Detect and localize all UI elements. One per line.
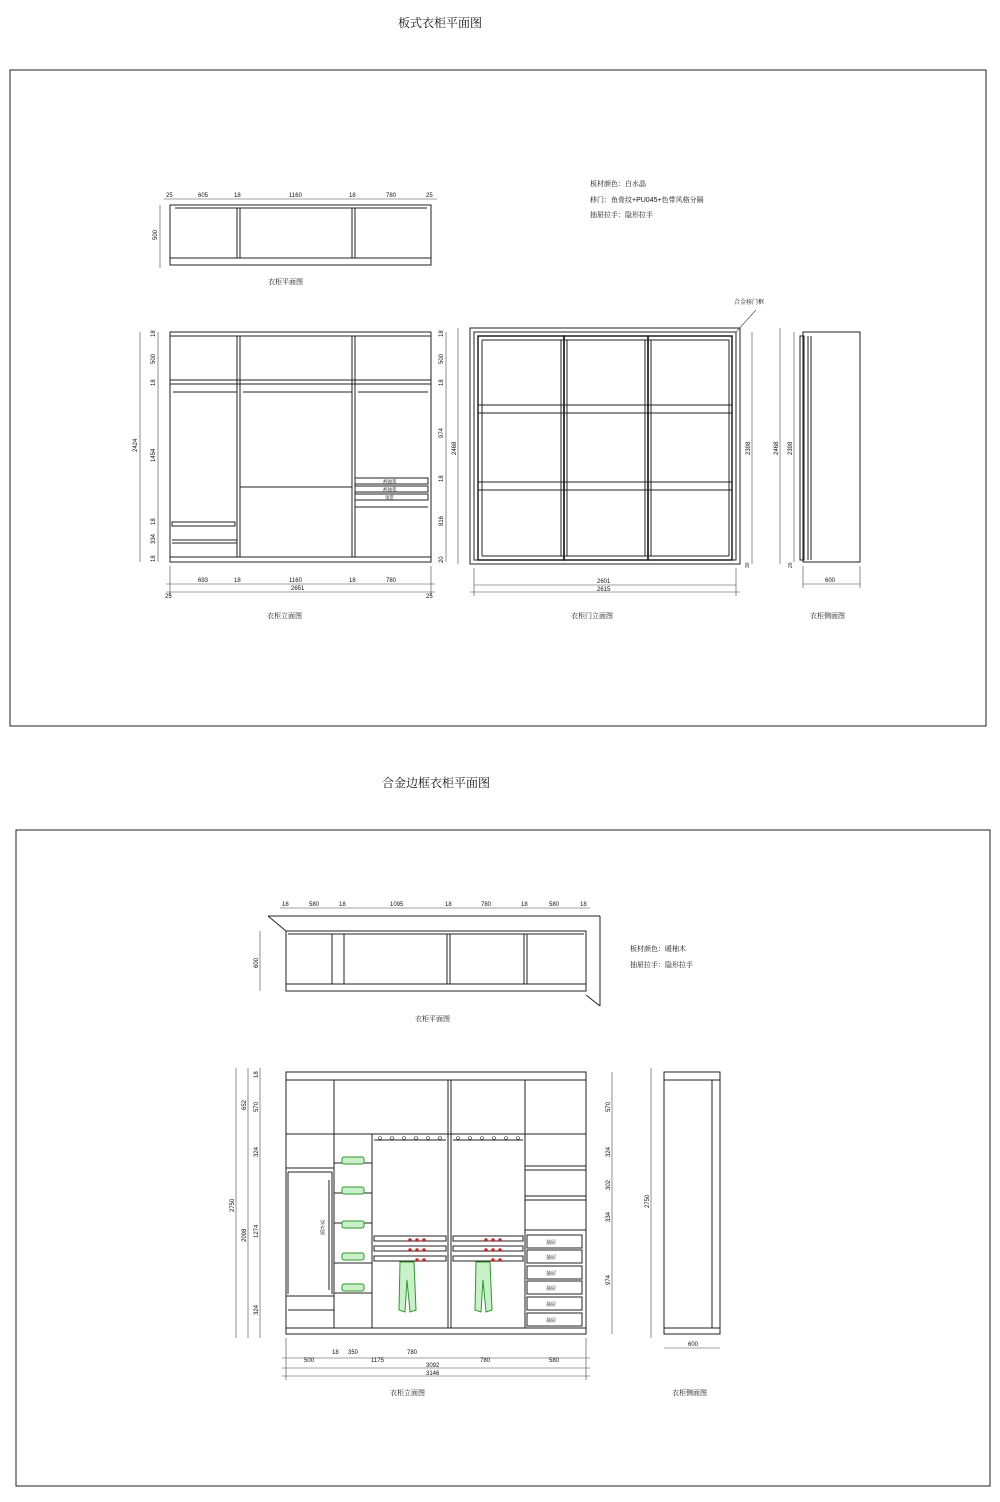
plan2-depth: 600 [254,957,260,968]
drawer2-label-3: 抽屉 [546,1286,557,1292]
elev1-left-total: 2424 [133,438,139,452]
drawer2-label-0: 抽屉 [546,1240,557,1246]
elev2-left-inner-7: 324 [254,1304,260,1315]
door-outer: 2615 [597,587,611,593]
note2-handle: 抽屉拉手：隐形拉手 [630,962,693,969]
plan1-dim-4: 18 [349,193,356,199]
door-caption: 衣柜门立面图 [571,613,613,620]
elev2-left-inner-5: 1274 [254,1224,260,1238]
elev1-bottom-dim-0: 693 [198,578,209,584]
plan2-dim-5: 780 [481,902,492,908]
drawer2-label-4: 抽屉 [546,1302,557,1308]
elev1-left-dim-2: 18 [151,379,157,386]
plan1-dim-1: 605 [198,193,209,199]
tall-door-text: 穿衣镜 [319,1220,325,1235]
elev1-right-dim-1: 500 [439,353,445,364]
elev2-left-inner-1: 570 [254,1101,260,1112]
side2-height: 2750 [645,1194,651,1208]
side1-bottom: 20 [788,562,794,568]
drawer2-label-2: 抽屉 [546,1271,557,1277]
side2-depth: 600 [688,1342,699,1348]
elev1-bottom-end-right: 25 [426,594,433,600]
elev2-right-dim-3: 324 [606,1146,612,1157]
side1-height-1: 2468 [774,441,780,455]
plan2-dim-1: 580 [309,902,320,908]
plan2-dim-3: 1095 [390,902,404,908]
elev2-bottom-dim-1: 18 [332,1350,339,1356]
elev1-bottom-dim-2: 1160 [289,578,302,584]
elev1-left-dim-3: 1454 [151,448,157,462]
sheet2-frame [16,830,990,1486]
elev2-bottom-inner: 3092 [426,1363,440,1369]
sheet2-notes [630,944,693,969]
sheet1-plan-view [153,193,437,286]
elev2-bottom-dim-2: 350 [348,1350,359,1356]
elev1-right-dim-5: 816 [439,515,445,526]
plan1-dim-5: 780 [386,193,397,199]
hanging-trousers-icon [399,1262,492,1312]
elev2-right-dim-5: 302 [606,1179,612,1190]
elev1-bottom-end-left: 25 [165,594,172,600]
elev2-bottom-dim-5: 780 [407,1350,418,1356]
plan2-dim-2: 18 [339,902,346,908]
side1-caption: 衣柜侧面图 [810,613,845,620]
elev2-bottom-dim-0: 500 [304,1358,315,1364]
elev2-bottom-total: 3146 [426,1371,440,1377]
elev1-left-dim-4: 18 [151,518,157,525]
elev1-right-dim-6: 20 [439,556,445,563]
plan1-caption: 衣柜平面图 [268,279,303,286]
plan2-dim-4: 18 [445,902,452,908]
side2-caption: 衣柜侧面图 [672,1390,707,1397]
elev2-left-outer-1: 652 [242,1099,248,1110]
sheet1-elevation-view [133,330,446,620]
plan1-dim-3: 1160 [289,193,302,199]
elev1-left-dim-1: 500 [151,353,157,364]
sheet1-notes [590,179,704,219]
sheet2-side-view [645,1068,720,1397]
plan2-caption: 衣柜平面图 [415,1016,450,1023]
elev1-right-dim-3: 974 [439,427,445,438]
door-width: 2601 [597,579,611,585]
door-height-right: 2398 [746,441,752,455]
elev2-bottom-dim-6: 780 [480,1358,491,1364]
door-height-left: 2468 [452,441,458,455]
plan1-dim-6: 25 [426,193,433,199]
elev2-left-outer-3: 2098 [242,1228,248,1242]
drawer-label-0: 裤抽架 [383,479,397,484]
sheet2-title: 合金边框衣柜平面图 [382,776,491,790]
drawer-label-1: 裤抽架 [383,487,397,492]
sheet1-title: 板式衣柜平面图 [398,16,483,30]
side1-height-2: 2398 [788,441,794,455]
elev2-left-outer-2: 2750 [230,1198,236,1212]
plan1-dim-2: 18 [234,193,241,199]
elev1-bottom-dim-4: 780 [386,578,397,584]
folded-clothes-icon [342,1157,364,1291]
sheet2-plan-view [254,902,600,1023]
side1-depth: 600 [825,578,836,584]
drawer2-label-1: 抽屉 [546,1255,557,1261]
elev1-left-dim-0: 18 [151,330,157,337]
elev2-right-dim-1: 570 [606,1101,612,1112]
accessory-dots [408,1238,501,1261]
sheet1-frame [10,70,986,726]
note2-board-color: 板材颜色：暖柚木 [630,946,686,953]
sheet2-elevation-view [230,1068,612,1397]
elev2-left-inner-3: 324 [254,1146,260,1157]
sheet1-door-view [452,298,764,620]
elev2-right-dim-7: 974 [606,1274,612,1285]
drawer-label-2: 领带 [385,495,394,500]
elev1-bottom-total: 2651 [291,586,305,592]
elev1-right-dim-4: 18 [439,475,445,482]
note-handle: 抽屉拉手：隐形拉手 [590,212,653,219]
plan2-dim-0: 18 [282,902,289,908]
elev2-left-outer-0: 18 [254,1071,260,1078]
elev1-right-dim-2: 18 [439,379,445,386]
sheet1-side-view [774,328,860,620]
door-right-small: 30 [745,562,751,568]
door-frame-tag: 合金移门框 [734,300,765,306]
elev2-caption: 衣柜立面图 [390,1390,425,1397]
plan2-dim-7: 580 [549,902,560,908]
elev2-bottom-dim-3: 1175 [371,1358,384,1364]
elev1-caption: 衣柜立面图 [267,613,302,620]
elev1-left-dim-6: 18 [151,555,157,562]
elev2-right-dim-6: 334 [606,1211,612,1222]
drawer2-label-5: 抽屉 [546,1318,557,1324]
elev2-bottom-dim-7: 580 [549,1358,560,1364]
plan2-dim-8: 18 [580,902,587,908]
elev1-left-dim-5: 334 [151,533,157,544]
plan1-depth: 500 [153,229,159,240]
elev1-bottom-dim-1: 18 [234,578,241,584]
elev1-bottom-dim-3: 18 [349,578,356,584]
note-door: 移门：鱼骨纹+PU045+色带风格分隔 [590,197,704,204]
plan1-dim-0: 25 [166,193,173,199]
plan2-dim-6: 18 [521,902,528,908]
elev1-right-dim-0: 18 [439,330,445,337]
note-board-color: 板材颜色：白水晶 [590,181,646,188]
